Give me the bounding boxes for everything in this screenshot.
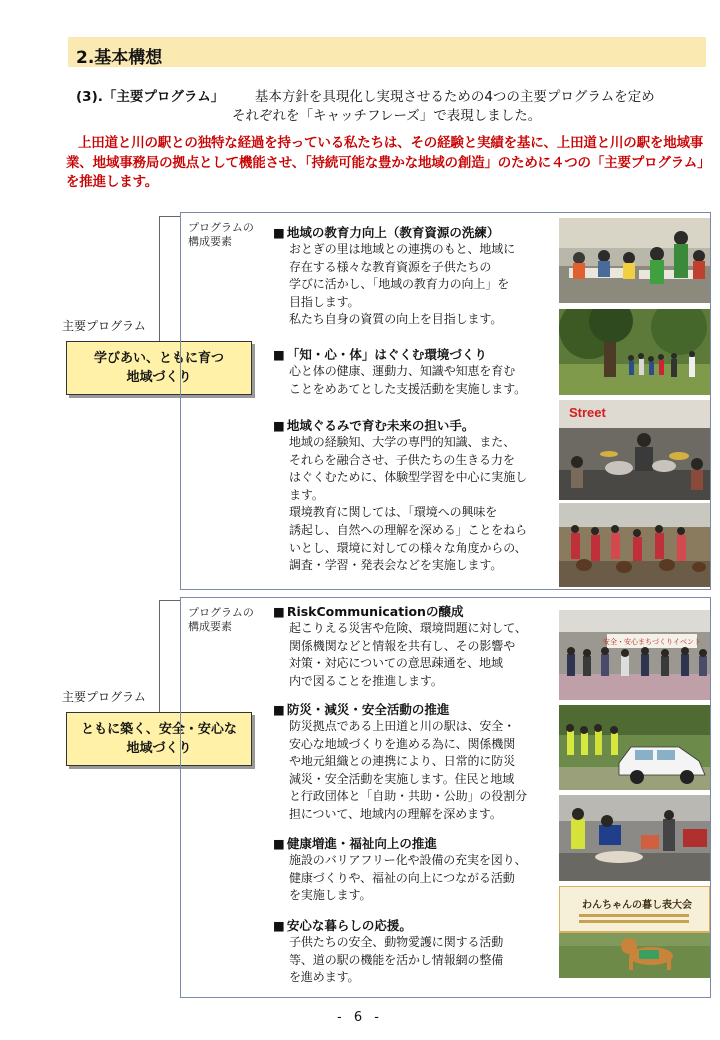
program-2-section xyxy=(180,597,711,998)
item-body-line: ます。 xyxy=(289,487,324,502)
program-1-item-1 xyxy=(273,225,555,329)
program-2-title-line2: 地域づくり xyxy=(126,741,192,756)
program-2-title-line1: ともに築く、安全・安心な xyxy=(81,722,237,737)
bullet-square-icon: ■ xyxy=(273,918,285,933)
program-2-item-4 xyxy=(273,918,555,987)
item-body-line: ことをめあてとした支援活動を実施します。 xyxy=(289,381,527,396)
intro-line1: 基本方針を具現化し実現させるための4つの主要プログラムを定め xyxy=(254,89,655,105)
item-body xyxy=(289,620,555,690)
intro-text xyxy=(76,88,706,126)
photo-police-car xyxy=(559,705,710,790)
item-body-line: 健康づくりや、福祉の向上につながる活動 xyxy=(289,870,515,885)
photo-taiko-drums xyxy=(559,503,710,587)
item-body-line: 環境教育に関しては、「環境への興味を xyxy=(289,505,498,520)
item-body xyxy=(289,852,555,905)
item-title: 防災・減災・安全活動の推進 xyxy=(286,702,450,717)
component-label-line1: プログラムの xyxy=(188,221,254,234)
item-body-line: や地元組織との連携により、日常的に防災 xyxy=(289,754,516,769)
program-1-component-label xyxy=(188,221,254,249)
intro-line2: それぞれを「キャッチフレーズ」で表現しました。 xyxy=(232,108,542,124)
item-title: 安心な暮らしの応援。 xyxy=(286,918,412,933)
program-2-item-3 xyxy=(273,836,555,905)
item-body-line: 等、道の駅の機能を活かし情報網の整備 xyxy=(289,952,504,967)
item-body-line: 調査・学習・発表会などを実施します。 xyxy=(289,558,503,573)
item-body-line: 誘起し、自然への理解を深める」ことをねら xyxy=(289,522,528,537)
photo-forest xyxy=(559,309,710,395)
program-2-connector-vertical xyxy=(159,600,160,712)
item-body-line: 地域の経験知、大学の専門的知識、また、 xyxy=(289,435,516,449)
item-body-line: 子供たちの安全、動物愛護に関する活動 xyxy=(289,935,504,949)
item-body-line: 減災・安全活動を実施します。住民と地域 xyxy=(289,771,515,786)
item-title: 地域ぐるみで育む未来の担い手。 xyxy=(286,418,475,433)
item-body-line: 私たち自身の資質の向上を目指します。 xyxy=(289,312,503,327)
program-1-section xyxy=(180,212,711,590)
item-body xyxy=(289,434,555,575)
item-body-line: 対策・対応についての意思疎通を、地域 xyxy=(289,656,503,671)
program-1-connector-vertical xyxy=(159,216,160,341)
photo-event-banner-text: 安全・安心まちづくりイベント xyxy=(603,638,701,646)
item-title: RiskCommunicationの醸成 xyxy=(286,604,464,619)
item-body-line: と行政団体と「自助・共助・公助」の役割分 xyxy=(289,789,528,804)
program-2-item-2 xyxy=(273,702,555,824)
photo-first-aid-training xyxy=(559,795,710,881)
item-body-line: を実施します。 xyxy=(289,888,372,903)
item-body-line: 目指します。 xyxy=(289,294,360,309)
program-1-label: 主要プログラム xyxy=(62,319,146,333)
bullet-square-icon: ■ xyxy=(273,836,285,851)
item-body-line: おとぎの里は地域との連携のもと、地域に xyxy=(289,242,516,256)
bullet-square-icon: ■ xyxy=(273,225,285,240)
program-1-item-2 xyxy=(273,347,555,398)
item-body-line: 安心な地域づくりを進める為に、関係機関 xyxy=(289,736,516,751)
item-title: 「知・心・体」はぐくむ環境づくり xyxy=(286,347,487,362)
intro-number: (3).「主要プログラム」 xyxy=(76,89,225,105)
component-label-line1: プログラムの xyxy=(188,606,254,619)
program-2-connector-top xyxy=(159,600,180,601)
item-body xyxy=(289,718,555,824)
photo-dog-event xyxy=(559,886,710,978)
item-body-line: 存在する様々な教育資源を子供たちの xyxy=(289,259,492,274)
item-body-line: いとし、環境に対しての様々な角度からの、 xyxy=(289,540,527,555)
component-label-line2: 構成要素 xyxy=(188,620,232,633)
bullet-square-icon: ■ xyxy=(273,347,285,362)
bullet-square-icon: ■ xyxy=(273,418,285,433)
item-body-line: 関係機関などと情報を共有し、その影響や xyxy=(289,638,516,653)
item-body-line: 施設のバリアフリー化や設備の充実を図り、 xyxy=(289,853,527,867)
item-body-line: それらを融合させ、子供たちの生きる力を xyxy=(289,452,515,467)
program-1-item-3 xyxy=(273,418,555,575)
page-number: - 6 - xyxy=(337,1010,383,1025)
item-body xyxy=(289,241,555,329)
photo-drum-performance xyxy=(559,400,710,500)
component-label-line2: 構成要素 xyxy=(188,235,232,248)
photo-dog-banner-text: わんちゃんの暮し表大会 xyxy=(582,900,692,911)
item-body-line: 学びに活かし、「地域の教育力の向上」を xyxy=(289,277,510,292)
program-2-label: 主要プログラム xyxy=(62,690,146,704)
item-title: 健康増進・福祉向上の推進 xyxy=(286,836,437,851)
item-body-line: はぐくむために、体験型学習を中心に実施し xyxy=(289,470,528,485)
bullet-square-icon: ■ xyxy=(273,604,285,619)
program-1-title-line2: 地域づくり xyxy=(126,370,192,385)
item-body-line: 起こりえる災害や危険、環境問題に対して、 xyxy=(289,621,527,635)
item-title: 地域の教育力向上（教育資源の洗練） xyxy=(286,225,500,240)
program-1-connector-top xyxy=(159,216,180,217)
program-1-title-line1: 学びあい、ともに育つ xyxy=(93,351,224,366)
item-body xyxy=(289,363,555,398)
item-body-line: 心と体の健康、運動力、知識や知恵を育む xyxy=(289,364,516,378)
photo-safety-event xyxy=(559,610,710,700)
item-body-line: を進めます。 xyxy=(289,970,360,985)
bullet-square-icon: ■ xyxy=(273,702,285,717)
item-body-line: 防災拠点である上田道と川の駅は、安全・ xyxy=(289,719,516,733)
highlight-statement: 上田道と川の駅との独特な経過を持っている私たちは、その経験と実績を基に、上田道と川の駅を地域事業、地域事務局の拠点として機能させ、「持続可能な豊かな地域の創造」のために４つの「主要プログラム」を推進します。 xyxy=(66,135,704,190)
photo-classroom xyxy=(559,218,710,303)
photo-street-sign-text: Street xyxy=(569,405,606,420)
program-2-component-label xyxy=(188,606,254,634)
item-body xyxy=(289,934,555,987)
item-body-line: 内で図ることを推進します。 xyxy=(289,673,443,688)
item-body-line: 担について、地域内の理解を深めます。 xyxy=(289,806,502,821)
section-heading: 2.基本構想 xyxy=(68,37,706,67)
program-2-item-1 xyxy=(273,604,555,690)
